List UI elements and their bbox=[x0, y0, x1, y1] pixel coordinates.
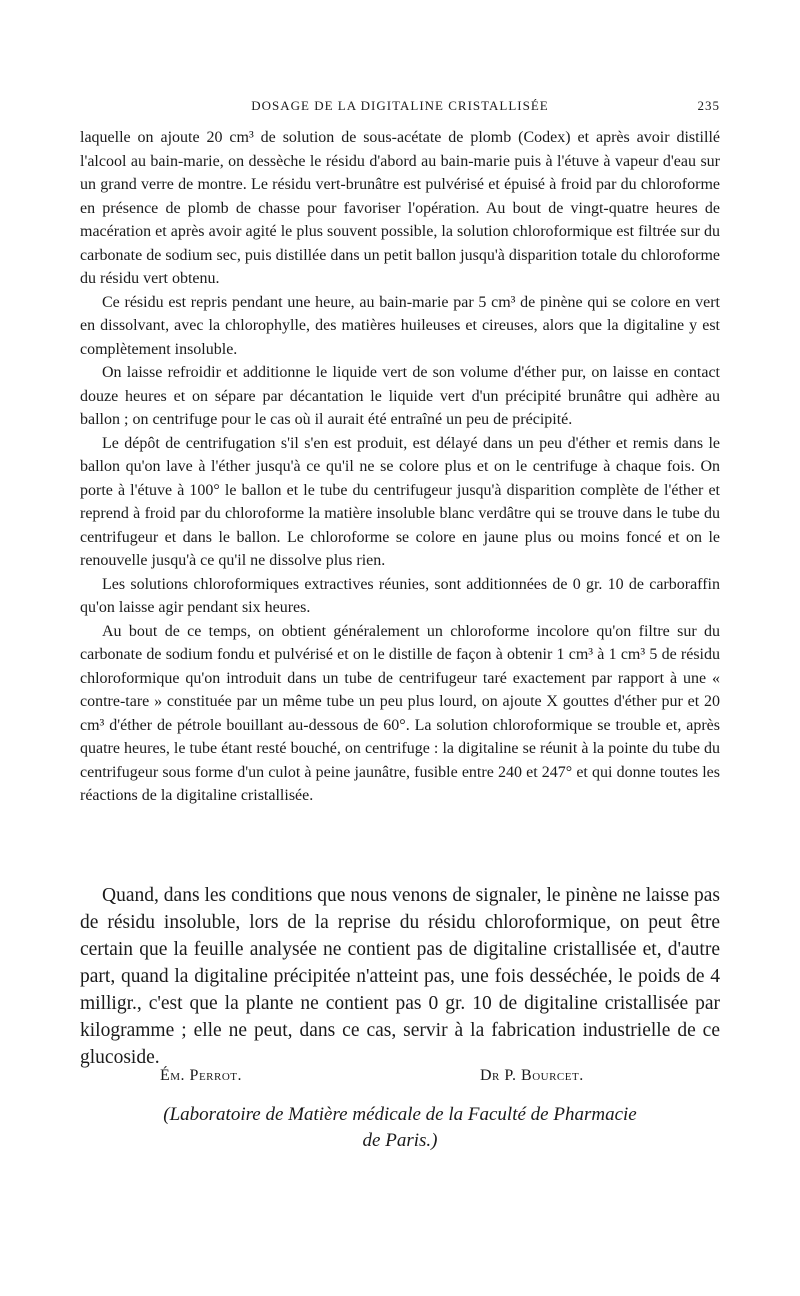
paragraph: On laisse refroidir et additionne le liquide vert de son volume d'éther pur, on laisse en contact douze heures et on sépare par décantation le liquide vert d'un précipité brunâtre qui adhère au ballon ; on centrifuge pour le cas où il aurait été entraîné un peu de précipité. bbox=[80, 364, 720, 428]
affiliation-line: (Laboratoire de Matière médicale de la Faculté de Pharmacie bbox=[163, 1104, 637, 1125]
conclusion-section bbox=[80, 882, 720, 1071]
paragraph: laquelle on ajoute 20 cm³ de solution de sous-acétate de plomb (Codex) et après avoir distillé l'alcool au bain-marie, on dessèche le résidu d'abord au bain-marie puis à l'étuve à vapeur d'eau sur un grand verre de montre. Le résidu vert-brunâtre est pulvérisé et épuisé à froid par du chloroforme en présence de plomb de chasse pour favoriser l'opération. Au bout de vingt-quatre heures de macération et après avoir agité le plus souvent possible, la solution chloroformique est filtrée sur du carbonate de sodium sec, puis distillée dans un petit ballon jusqu'à disparition totale du chloroforme du résidu vert obtenu. bbox=[80, 129, 720, 287]
paragraph: Les solutions chloroformiques extractives réunies, sont additionnées de 0 gr. 10 de carboraffin qu'on laisse agir pendant six heures. bbox=[80, 575, 720, 616]
signatures bbox=[80, 1067, 720, 1093]
affiliation bbox=[80, 1102, 720, 1154]
small-print-section bbox=[80, 126, 720, 808]
paragraph: Ce résidu est repris pendant une heure, au bain-marie par 5 cm³ de pinène qui se colore en vert en dissolvant, avec la chlorophylle, des matières huileuses et cireuses, alors que la digitaline y est complètement insoluble. bbox=[80, 293, 720, 358]
signature-left: Ém. Perrot. bbox=[160, 1067, 243, 1084]
affiliation-line: de Paris.) bbox=[362, 1130, 438, 1151]
signature-right: Dr P. Bourcet. bbox=[480, 1067, 584, 1084]
page-number: 235 bbox=[697, 98, 720, 113]
paragraph: Le dépôt de centrifugation s'il s'en est produit, est délayé dans un peu d'éther et remis dans le ballon qu'on lave à l'éther jusqu'à ce qu'il ne se colore plus et on le centrifuge à chaque fois. On porte à l'étuve à 100° le ballon et le tube du centrifugeur jusqu'à disparition complète de l'éther et reprend à froid par du chloroforme la matière insoluble blanc verdâtre qui se trouve dans le tube du centrifugeur et dans le ballon. Le chloroforme se colore en jaune plus ou moins foncé et on le renouvelle jusqu'à ce qu'il ne dissolve plus rien. bbox=[80, 434, 720, 569]
conclusion-paragraph: Quand, dans les conditions que nous venons de signaler, le pinène ne laisse pas de résidu insoluble, lors de la reprise du résidu chloroformique, on peut être certain que la feuille analysée ne contient pas de digitaline cristallisée et, d'autre part, quand la digitaline précipitée n'atteint pas, une fois desséchée, le poids de 4 milligr., c'est que la plante ne contient pas 0 gr. 10 de digitaline cristallisée par kilogramme ; elle ne peut, dans ce cas, servir à la fabrication industrielle de ce glucoside. bbox=[80, 885, 720, 1068]
paragraph: Au bout de ce temps, on obtient généralement un chloroforme incolore qu'on filtre sur du carbonate de sodium fondu et pulvérisé et on le distille de façon à obtenir 1 cm³ à 1 cm³ 5 de résidu chloroformique qu'on introduit dans un tube de centrifugeur taré exactement par rapport à une « contre-tare » constituée par un même tube un peu plus lourd, on ajoute X gouttes d'éther pur et 20 cm³ d'éther de pétrole bouillant au-dessous de 60°. La solution chloroformique se trouble et, après quatre heures, le tube étant resté bouché, on centrifuge : la digitaline se réunit à la pointe du tube du centrifugeur sous forme d'un culot à peine jaunâtre, fusible entre 240 et 247° et qui donne toutes les réactions de la digitaline cristallisée. bbox=[80, 622, 720, 804]
running-header bbox=[80, 98, 720, 120]
running-title: DOSAGE DE LA DIGITALINE CRISTALLISÉE bbox=[251, 98, 549, 113]
